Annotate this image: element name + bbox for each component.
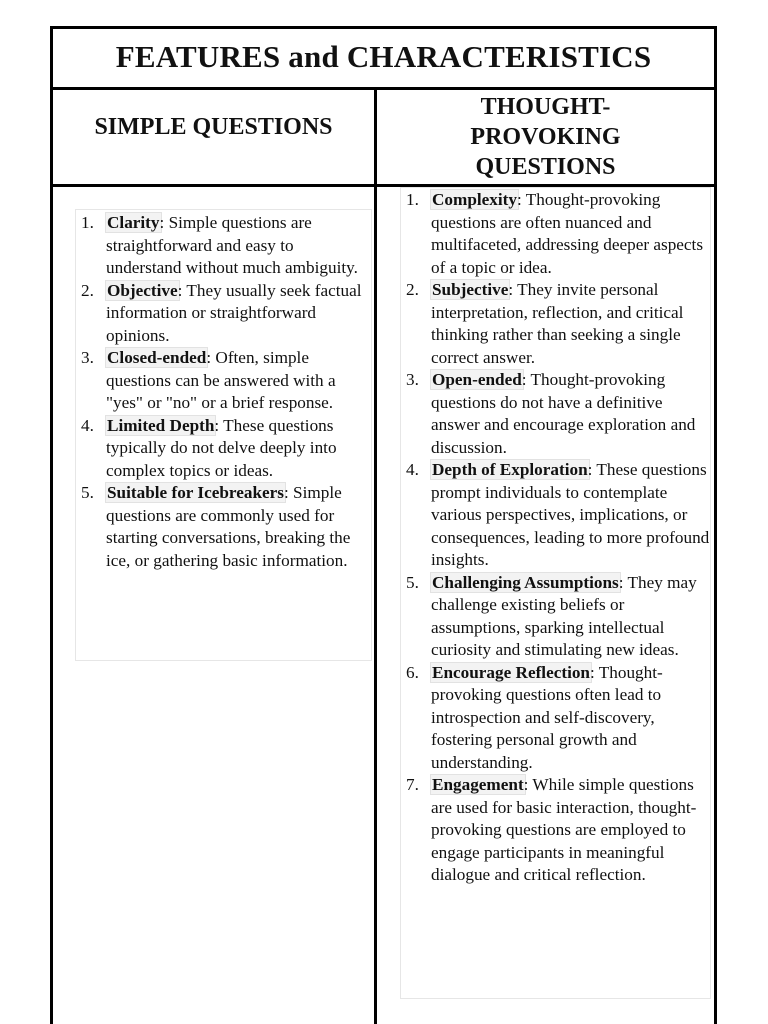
list-item-term: Challenging Assumptions [432,572,619,592]
list-item [401,572,710,662]
list-item-number: 3. [406,370,419,389]
list-item [76,482,371,572]
list-item-term: Subjective [432,280,509,299]
list-item-description: : Simple questions are straightforward and easy to understand without much ambiguity. [106,213,358,277]
list-item-number: 3. [81,348,94,367]
header-thought-provoking-questions [377,90,714,184]
list-item-number: 7. [406,775,419,794]
list-item-description: : Thought-provoking questions often lead to introspection and self-discovery, fostering personal growth and understanding. [431,662,663,772]
header-simple-label: SIMPLE QUESTIONS [94,114,333,140]
list-item-term: Encourage Reflection [432,662,590,682]
list-item [401,189,710,279]
list-item [76,347,371,415]
header-simple-questions [53,90,377,184]
list-item-description: : While simple questions are used for basic interaction, thought-provoking questions are employed to engage participants in meaningful dialogue and critical reflection. [431,775,697,884]
list-item [401,459,710,572]
list-item-term: Suitable for Icebreakers [107,483,284,502]
list-item [401,662,710,775]
list-item-number: 4. [81,415,94,435]
header-thought-provoking-label: THOUGHT-PROVOKING QUESTIONS [470,94,621,180]
list-item-description: : They usually seek factual information or straightforward opinions. [106,280,362,345]
list-item-term: Objective [107,280,178,300]
list-item-description: : They invite personal interpretation, reflection, and critical thinking rather than seeking a single correct answer. [431,280,684,367]
list-item [401,369,710,459]
list-item-number: 6. [406,662,419,682]
list-item-term: Closed-ended [107,348,207,367]
list-item [76,212,371,280]
list-item-term: Engagement [432,775,524,794]
page-title: FEATURES and CHARACTERISTICS [115,38,652,74]
list-item [401,279,710,369]
list-item-term: Complexity [432,190,517,209]
list-item-number: 5. [406,572,419,592]
list-item-description: : They may challenge existing beliefs or assumptions, sparking intellectual curiosity and stimulating new ideas. [431,572,697,659]
list-item-term: Depth of Exploration [432,460,588,479]
list-item [401,774,710,887]
list-item-number: 1. [81,213,94,232]
thought-provoking-questions-list [400,187,711,999]
column-divider [374,187,377,1024]
list-item-term: Limited Depth [107,415,215,435]
title-row [53,29,714,90]
list-item-description: : These questions prompt individuals to contemplate various perspectives, implications, or consequences, leading to more profound insights. [431,460,710,569]
list-item-description: : Often, simple questions can be answered with a "yes" or "no" or a brief response. [106,348,336,412]
list-item-description: : These questions typically do not delve deeply into complex topics or ideas. [106,415,337,480]
list-item-description: : Thought-provoking questions are often nuanced and multifaceted, addressing deeper aspects of a topic or idea. [431,190,704,277]
list-item [76,280,371,348]
simple-questions-list [75,209,372,661]
list-item-number: 5. [81,483,94,502]
list-item-number: 1. [406,190,419,209]
list-item-description: : Thought-provoking questions do not have a definitive answer and encourage exploration and discussion. [431,370,696,457]
list-item-number: 2. [81,280,94,300]
list-item-number: 4. [406,460,419,479]
header-row [53,90,714,187]
list-item-term: Open-ended [432,370,522,389]
list-item-number: 2. [406,280,419,299]
list-item [76,415,371,483]
list-item-description: : Simple questions are commonly used for starting conversations, breaking the ice, or gathering basic information. [106,483,351,570]
list-item-term: Clarity [107,213,160,232]
